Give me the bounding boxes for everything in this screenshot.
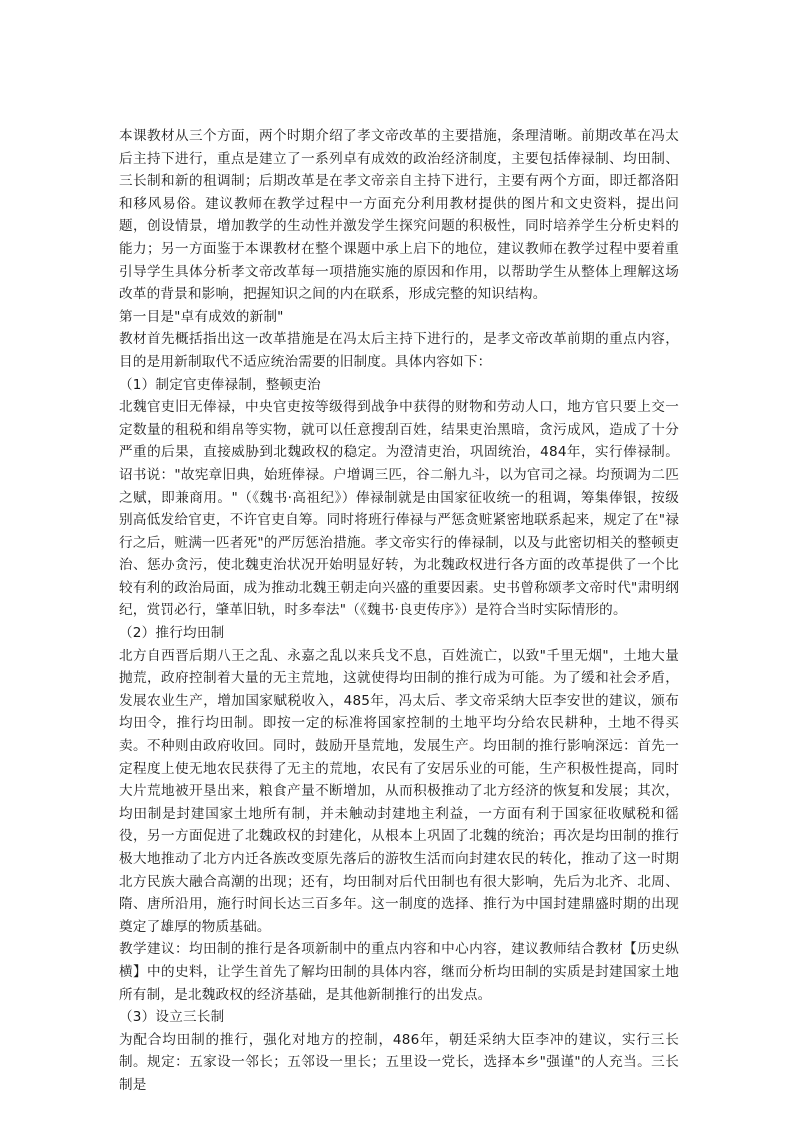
document-body	[119, 125, 679, 1097]
equal-field-paragraph: 北方自西晋后期八王之乱、永嘉之乱以来兵戈不息，百姓流亡，以致"千里无烟"，土地大量抛荒，政府控制着大量的无主荒地，这就使得均田制的推行成为可能。为了缓和社会矛盾，发展农业生产，增加国家赋税收入，485年，冯太后、孝文帝采纳大臣李安世的建议，颁布均田令，推行均田制。即按一定的标准将国家控制的土地平均分给农民耕种，土地不得买卖。不种则由政府收回。同时，鼓励开垦荒地，发展生产。均田制的推行影响深远：首先一定程度上使无地农民获得了无主的荒地，农民有了安居乐业的可能，生产积极性提高，同时大片荒地被开垦出来，粮食产量不断增加，从而积极推动了北方经济的恢复和发展；其次，均田制是封建国家土地所有制，并未触动封建地主利益，一方面有利于国家征收赋税和徭役，另一方面促进了北魏政权的封建化，从根本上巩固了北魏的统治；再次是均田制的推行极大地推动了北方内迁各族改变原先落后的游牧生活而向封建农民的转化，推动了这一时期北方民族大融合高潮的出现；还有，均田制对后代田制也有很大影响，先后为北齐、北周、隋、唐所沿用，施行时间长达三百多年。这一制度的选择、推行为中国封建鼎盛时期的出现奠定了雄厚的物质基础。	[119, 647, 679, 935]
subheading-salary-system: （1）制定官吏俸禄制，整顿吏治	[119, 376, 321, 393]
teaching-suggestion-paragraph: 教学建议：均田制的推行是各项新制中的重点内容和中心内容，建议教师结合教材【历史纵横】中的史料，让学生首先了解均田制的具体内容，继而分析均田制的实质是封建国家土地所有制，是北魏政权的经济基础，是其他新制推行的出发点。	[119, 941, 679, 1003]
subheading-three-chiefs-system: （3）设立三长制	[119, 1009, 225, 1026]
section-intro-paragraph: 教材首先概括指出这一改革措施是在冯太后主持下进行的，是孝文帝改革前期的重点内容，目的是用新制取代不适应统治需要的旧制度。具体内容如下：	[119, 331, 679, 370]
three-chiefs-paragraph: 为配合均田制的推行，强化对地方的控制，486年，朝廷采纳大臣李冲的建议，实行三长制。规定：五家设一邻长；五邻设一里长；五里设一党长，选择本乡"强谨"的人充当。三长制是	[119, 1031, 679, 1093]
intro-paragraph: 本课教材从三个方面，两个时期介绍了孝文帝改革的主要措施，条理清晰。前期改革在冯太后主持下进行，重点是建立了一系列卓有成效的政治经济制度，主要包括俸禄制、均田制、三长制和新的租调制；后期改革是在孝文帝亲自主持下进行，主要有两个方面，即迁都洛阳和移风易俗。建议教师在教学过程中一方面充分利用教材提供的图片和文史资料，提出问题，创设情景，增加教学的生动性并激发学生探究问题的积极性，同时培养学生分析史料的能力；另一方面鉴于本课教材在整个课题中承上启下的地位，建议教师在教学过程中要着重引导学生具体分析孝文帝改革每一项措施实施的原因和作用，以帮助学生从整体上理解这场改革的背景和影响，把握知识之间的内在联系，形成完整的知识结构。	[119, 128, 679, 303]
subheading-equal-field-system: （2）推行均田制	[119, 625, 225, 642]
section-heading-new-systems: 第一目是"卓有成效的新制"	[119, 308, 284, 325]
salary-system-paragraph: 北魏官吏旧无俸禄，中央官吏按等级得到战争中获得的财物和劳动人口，地方官只要上交一定数量的租税和绢帛等实物，就可以任意搜刮百姓，结果吏治黑暗，贪污成风，造成了十分严重的后果，直接威胁到北魏政权的稳定。为澄清吏治，巩固统治，484年，实行俸禄制。诏书说："故宪章旧典，始班俸禄。户增调三匹，谷二斛九斗，以为官司之禄。均预调为二匹之赋，即兼商用。"（《魏书·高祖纪》）俸禄制就是由国家征收统一的租调，筹集俸银，按级别高低发给官吏，不许官吏自筹。同时将班行俸禄与严惩贪赃紧密地联系起来，规定了在"禄行之后，赃满一匹者死"的严厉惩治措施。孝文帝实行的俸禄制，以及与此密切相关的整顿吏治、惩办贪污，使北魏吏治状况开始明显好转，为北魏政权进行各方面的改革提供了一个比较有利的政治局面，成为推动北魏王朝走向兴盛的重要因素。史书曾称颂孝文帝时代"肃明纲纪，赏罚必行，肇革旧轨，时多奉法"（《魏书·良吏传序》）是符合当时实际情形的。	[119, 399, 679, 619]
